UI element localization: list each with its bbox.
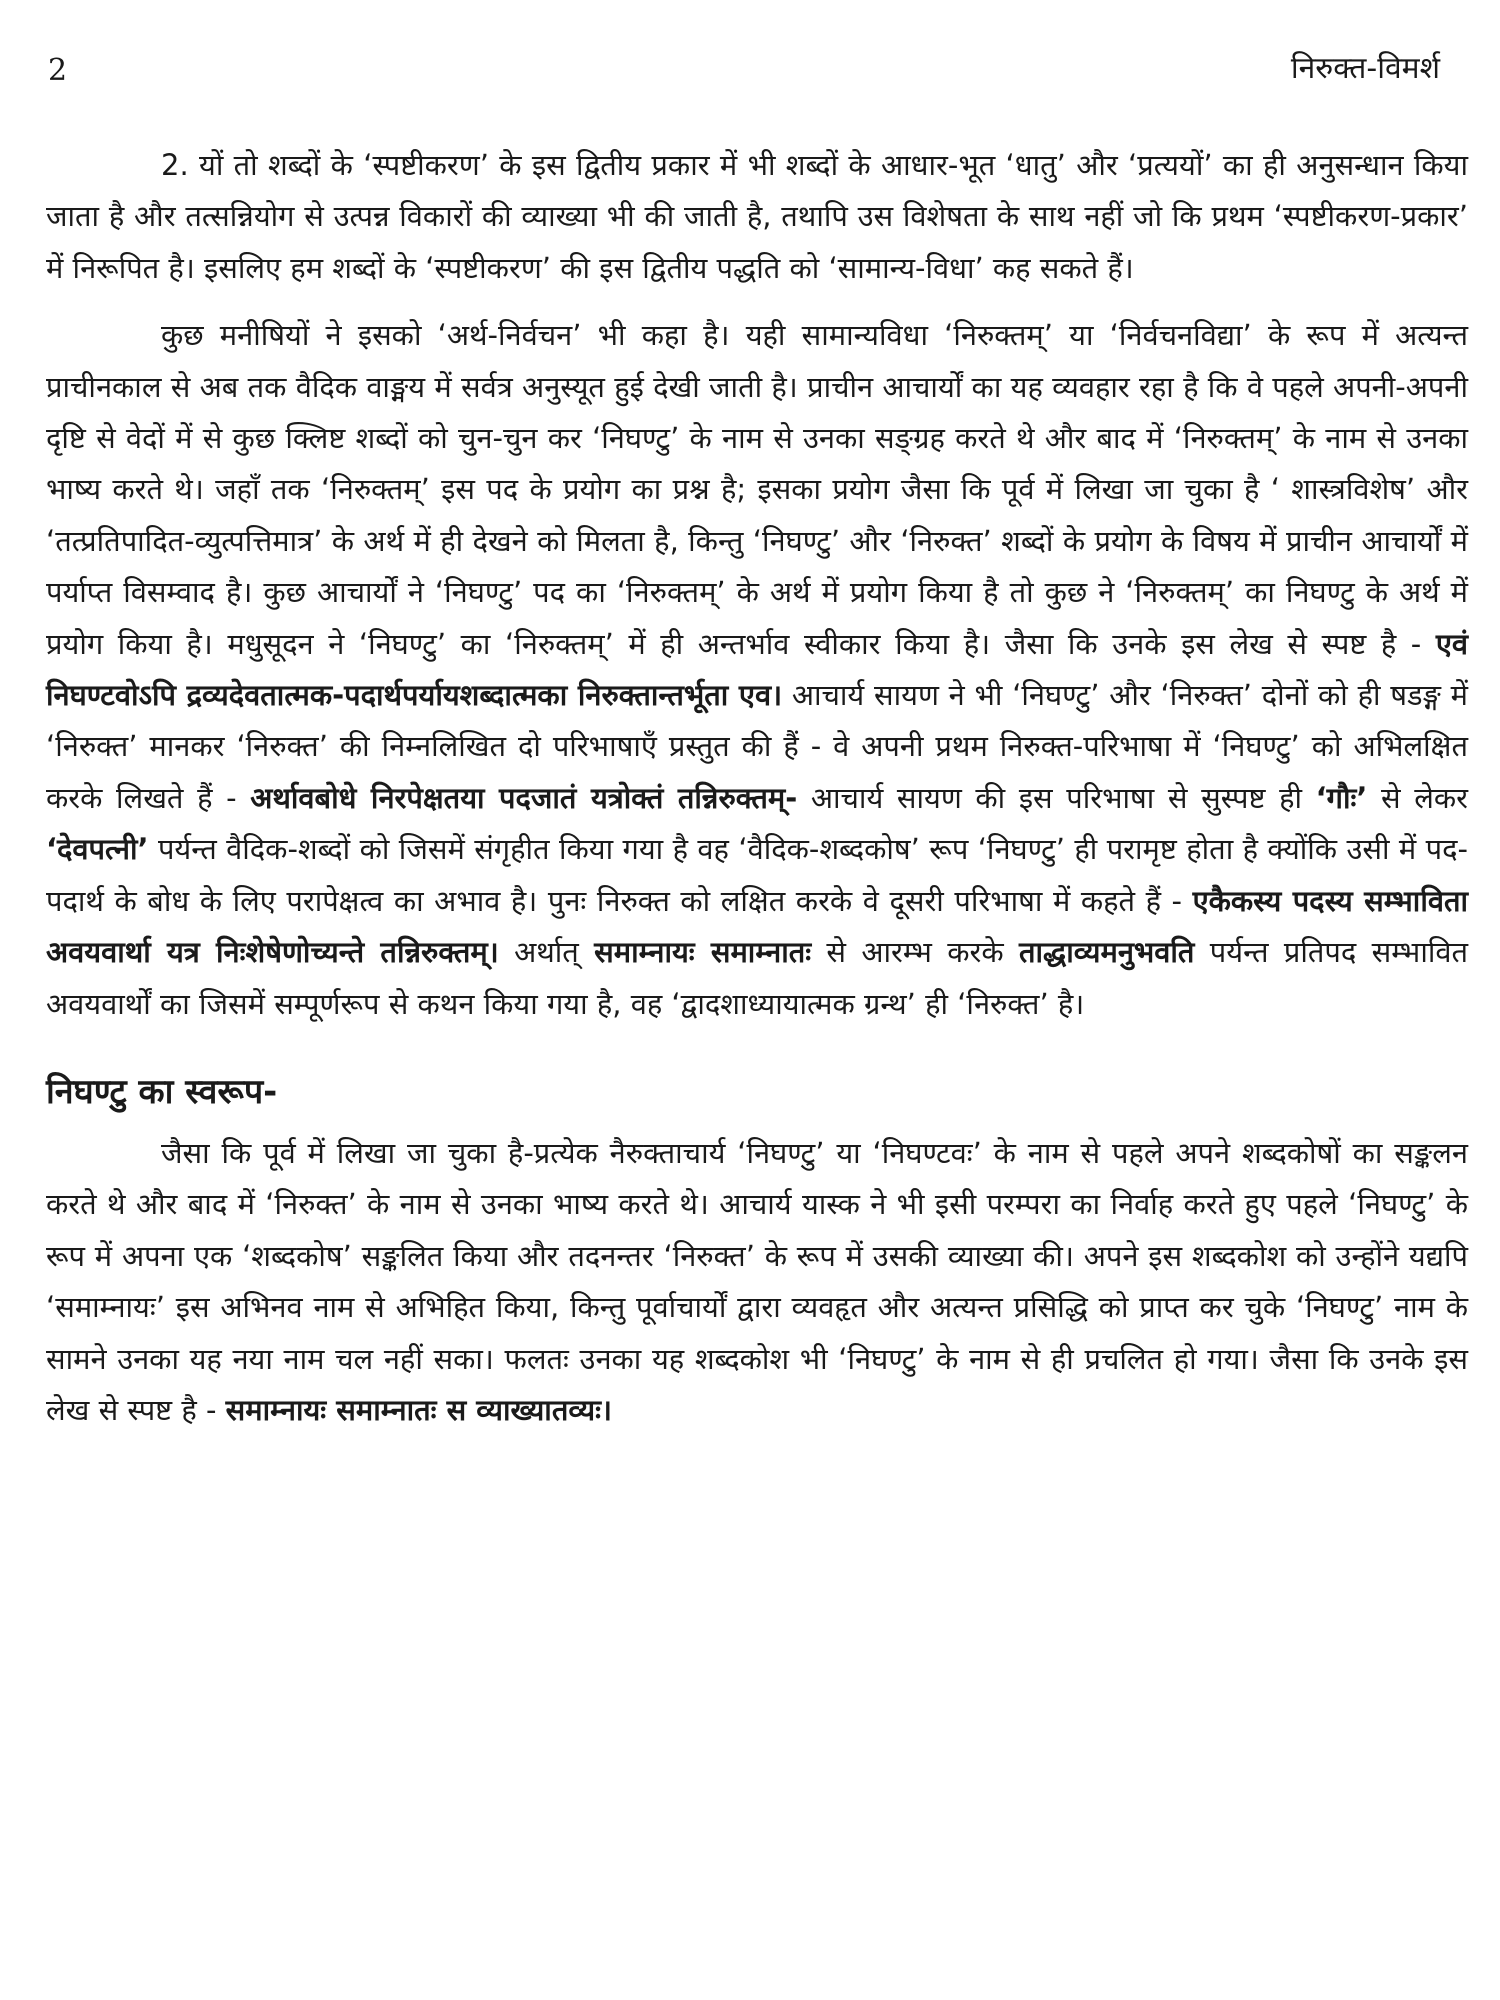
bold-term-taddhavyam: ताद्धाव्यमनुभवति <box>1019 935 1195 970</box>
paragraph-text: आचार्य सायण ने भी ‘निघण्टु’ और ‘निरुक्त’ दोनों को ही षडङ्ग में ‘निरुक्त’ मानकर ‘निरुक्त’ की निम्नलिखित दो परिभाषाएँ प्रस्तुत की हैं - वे अपनी प्रथम निरुक्त-परिभाषा में ‘निघण्टु’ को अभिलक्षित करके लिखते हैं - <box>46 678 1468 815</box>
page-body <box>46 140 1468 1436</box>
paragraph-text: से आरम्भ करके <box>811 935 1020 970</box>
quoted-verse-yaska: समाम्नायः समाम्नातः स व्याख्यातव्यः। <box>225 1392 612 1427</box>
paragraph-text: अर्थात् <box>498 935 595 970</box>
paragraph-text: पर्यन्त प्रतिपद सम्भावित अवयवार्थों का जिसमें सम्पूर्णरूप से कथन किया गया है, वह ‘द्वादशाध्यायात्मक ग्रन्थ’ ही ‘निरुक्त’ है। <box>46 935 1468 1021</box>
paragraph-text: आचार्य सायण की इस परिभाषा से सुस्पष्ट ही <box>797 780 1316 815</box>
quoted-verse-madhusudan: एवं निघण्टवोऽपि द्रव्यदेवतात्मक-पदार्थपर्यायशब्दात्मका निरुक्तान्तर्भूता एव। <box>46 626 1468 713</box>
paragraph-text: से लेकर <box>1367 780 1468 815</box>
paragraph-text: कुछ मनीषियों ने इसको ‘अर्थ-निर्वचन’ भी कहा है। यही सामान्यविधा ‘निरुक्तम्’ या ‘निर्वचनविद्या’ के रूप में अत्यन्त प्राचीनकाल से अब तक वैदिक वाङ्मय में सर्वत्र अनुस्यूत हुई देखी जाती है। प्राचीन आचार्यों का यह व्यवहार रहा है कि वे पहले अपनी-अपनी दृष्टि से वेदों में से कुछ क्लिष्ट शब्दों को चुन-चुन कर ‘निघण्टु’ के नाम से उनका सङ्ग्रह करते थे और बाद में ‘निरुक्तम्’ के नाम से उनका भाष्य करते थे। जहाँ तक ‘निरुक्तम्’ इस पद के प्रयोग का प्रश्न है; इसका प्रयोग जैसा कि पूर्व में लिखा जा चुका है ‘ शास्त्रविशेष’ और ‘तत्प्रतिपादित-व्युत्पत्तिमात्र’ के अर्थ में ही देखने को मिलता है, किन्तु ‘निघण्टु’ और ‘निरुक्त’ शब्दों के प्रयोग के विषय में प्राचीन आचार्यों में पर्याप्त विसम्वाद है। कुछ आचार्यों ने ‘निघण्टु’ पद का ‘निरुक्तम्’ के अर्थ में प्रयोग किया है तो कुछ ने ‘निरुक्तम्’ का निघण्टु के अर्थ में प्रयोग किया है। मधुसूदन ने ‘निघण्टु’ का ‘निरुक्तम्’ में ही अन्तर्भाव स्वीकार किया है। जैसा कि उनके इस लेख से स्पष्ट है - <box>46 318 1468 661</box>
paragraph-2 <box>46 310 1468 1030</box>
quoted-definition-1: अर्थावबोधे निरपेक्षतया पदजातं यत्रोक्तं तन्निरुक्तम्- <box>250 780 798 815</box>
quoted-definition-2: एकैकस्य पदस्य सम्भाविता अवयवार्था यत्र निःशेषेणोच्यन्ते तन्निरुक्तम्। <box>46 883 1468 970</box>
running-title: निरुक्त-विमर्श <box>1290 51 1440 86</box>
bold-term-gauh: ‘गौः’ <box>1315 780 1368 815</box>
bold-term-samamnayah: समाम्नायः समाम्नातः <box>594 935 812 970</box>
paragraph-text: जैसा कि पूर्व में लिखा जा चुका है-प्रत्येक नैरुक्ताचार्य ‘निघण्टु’ या ‘निघण्टवः’ के नाम से पहले अपने शब्दकोषों का सङ्कलन करते थे और बाद में ‘निरुक्त’ के नाम से उनका भाष्य करते थे। आचार्य यास्क ने भी इसी परम्परा का निर्वाह करते हुए पहले ‘निघण्टु’ के रूप में अपना एक ‘शब्दकोष’ सङ्कलित किया और तदनन्तर ‘निरुक्त’ के रूप में उसकी व्याख्या की। अपने इस शब्दकोश को उन्होंने यद्यपि ‘समाम्नायः’ इस अभिनव नाम से अभिहित किया, किन्तु पूर्वाचार्यों द्वारा व्यवहृत और अत्यन्त प्रसिद्धि को प्राप्त कर चुके ‘निघण्टु’ नाम के सामने उनका यह नया नाम चल नहीं सका। फलतः उनका यह शब्दकोश भी ‘निघण्टु’ के नाम से ही प्रचलित हो गया। जैसा कि उनके इस लेख से स्पष्ट है - <box>46 1135 1468 1427</box>
paragraph-1 <box>46 140 1468 294</box>
paragraph-3 <box>46 1128 1468 1436</box>
paragraph-text: पर्यन्त वैदिक-शब्दों को जिसमें संगृहीत किया गया है वह ‘वैदिक-शब्दकोष’ रूप ‘निघण्टु’ ही परामृष्ट होता है क्योंकि उसी में पद-पदार्थ के बोध के लिए परापेक्षत्व का अभाव है। पुनः निरुक्त को लक्षित करके वे दूसरी परिभाषा में कहते हैं - <box>46 832 1468 918</box>
section-heading: निघण्टु का स्वरूप- <box>46 1071 278 1112</box>
bold-term-devapatni: ‘देवपत्नी’ <box>46 832 149 867</box>
paragraph-text: 2. यों तो शब्दों के ‘स्पष्टीकरण’ के इस द्वितीय प्रकार में भी शब्दों के आधार-भूत ‘धातु’ और ‘प्रत्ययों’ का ही अनुसन्धान किया जाता है और तत्सन्नियोग से उत्पन्न विकारों की व्याख्या भी की जाती है, तथापि उस विशेषता के साथ नहीं जो कि प्रथम ‘स्पष्टीकरण-प्रकार’ में निरूपित है। इसलिए हम शब्दों के ‘स्पष्टीकरण’ की इस द्वितीय पद्धति को ‘सामान्य-विधा’ कह सकते हैं। <box>46 148 1468 285</box>
page-number: 2 <box>48 53 68 88</box>
